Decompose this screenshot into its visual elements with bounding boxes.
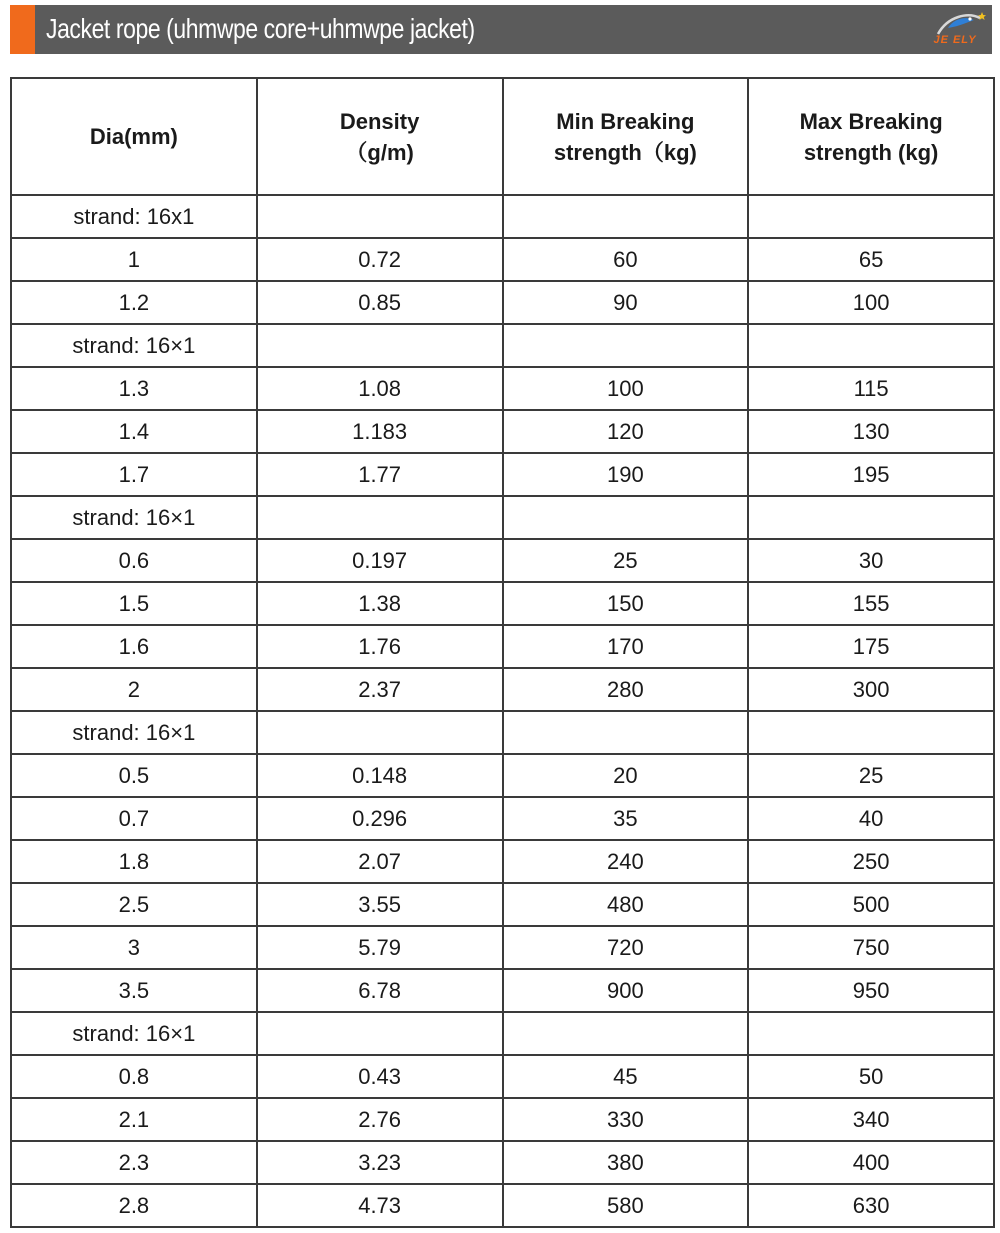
density-cell: 0.197 [257, 539, 503, 582]
min-breaking-strength-cell: 150 [503, 582, 749, 625]
empty-cell [748, 1012, 994, 1055]
table-row [11, 281, 994, 324]
table-row [11, 1141, 994, 1184]
max-breaking-strength-cell: 750 [748, 926, 994, 969]
table-row [11, 969, 994, 1012]
table-body [11, 195, 994, 1227]
diameter-cell: 2.8 [11, 1184, 257, 1227]
strand-label: strand: 16×1 [11, 324, 257, 367]
density-cell: 0.43 [257, 1055, 503, 1098]
max-breaking-strength-cell: 500 [748, 883, 994, 926]
min-breaking-strength-cell: 330 [503, 1098, 749, 1141]
max-breaking-strength-cell: 155 [748, 582, 994, 625]
table-row [11, 625, 994, 668]
diameter-cell: 0.7 [11, 797, 257, 840]
table-header-row [11, 78, 994, 195]
table-row [11, 926, 994, 969]
max-breaking-strength-cell: 630 [748, 1184, 994, 1227]
table-row [11, 883, 994, 926]
table-row [11, 754, 994, 797]
table-row [11, 367, 994, 410]
strand-label: strand: 16×1 [11, 1012, 257, 1055]
min-breaking-strength-cell: 90 [503, 281, 749, 324]
max-breaking-strength-cell: 65 [748, 238, 994, 281]
max-breaking-strength-cell: 30 [748, 539, 994, 582]
min-breaking-strength-cell: 240 [503, 840, 749, 883]
max-breaking-strength-cell: 400 [748, 1141, 994, 1184]
density-cell: 4.73 [257, 1184, 503, 1227]
min-breaking-strength-cell: 280 [503, 668, 749, 711]
empty-cell [257, 195, 503, 238]
diameter-cell: 1 [11, 238, 257, 281]
table-row [11, 539, 994, 582]
diameter-cell: 1.8 [11, 840, 257, 883]
max-breaking-strength-cell: 100 [748, 281, 994, 324]
empty-cell [257, 1012, 503, 1055]
empty-cell [503, 324, 749, 367]
brand-logo [924, 8, 986, 50]
density-cell: 5.79 [257, 926, 503, 969]
diameter-cell: 2.5 [11, 883, 257, 926]
density-cell: 0.296 [257, 797, 503, 840]
max-breaking-strength-cell: 195 [748, 453, 994, 496]
density-cell: 0.85 [257, 281, 503, 324]
column-header-density: Density （g/m) [257, 78, 503, 195]
max-breaking-strength-cell: 50 [748, 1055, 994, 1098]
max-breaking-strength-cell: 130 [748, 410, 994, 453]
density-cell: 2.07 [257, 840, 503, 883]
max-breaking-strength-cell: 175 [748, 625, 994, 668]
max-breaking-strength-cell: 115 [748, 367, 994, 410]
column-header-diameter: Dia(mm) [11, 78, 257, 195]
strand-label: strand: 16×1 [11, 711, 257, 754]
density-cell: 0.72 [257, 238, 503, 281]
min-breaking-strength-cell: 45 [503, 1055, 749, 1098]
min-breaking-strength-cell: 580 [503, 1184, 749, 1227]
spec-table-container [10, 77, 993, 1228]
empty-cell [257, 324, 503, 367]
diameter-cell: 1.6 [11, 625, 257, 668]
empty-cell [748, 324, 994, 367]
density-cell: 0.148 [257, 754, 503, 797]
banner-accent-bar [10, 5, 35, 54]
min-breaking-strength-cell: 720 [503, 926, 749, 969]
density-cell: 6.78 [257, 969, 503, 1012]
column-header-min-breaking-strength: Min Breaking strength（kg) [503, 78, 749, 195]
table-row [11, 238, 994, 281]
diameter-cell: 0.6 [11, 539, 257, 582]
diameter-cell: 2.3 [11, 1141, 257, 1184]
table-row [11, 1184, 994, 1227]
min-breaking-strength-cell: 190 [503, 453, 749, 496]
min-breaking-strength-cell: 35 [503, 797, 749, 840]
max-breaking-strength-cell: 250 [748, 840, 994, 883]
table-row [11, 797, 994, 840]
max-breaking-strength-cell: 40 [748, 797, 994, 840]
table-row [11, 410, 994, 453]
max-breaking-strength-cell: 950 [748, 969, 994, 1012]
density-cell: 3.23 [257, 1141, 503, 1184]
density-cell: 3.55 [257, 883, 503, 926]
diameter-cell: 1.2 [11, 281, 257, 324]
table-row [11, 1098, 994, 1141]
min-breaking-strength-cell: 20 [503, 754, 749, 797]
density-cell: 1.77 [257, 453, 503, 496]
min-breaking-strength-cell: 100 [503, 367, 749, 410]
density-cell: 1.08 [257, 367, 503, 410]
density-cell: 2.76 [257, 1098, 503, 1141]
diameter-cell: 1.3 [11, 367, 257, 410]
table-row [11, 582, 994, 625]
diameter-cell: 1.5 [11, 582, 257, 625]
density-cell: 1.76 [257, 625, 503, 668]
logo-text: JE ELY [933, 34, 977, 46]
min-breaking-strength-cell: 170 [503, 625, 749, 668]
max-breaking-strength-cell: 300 [748, 668, 994, 711]
diameter-cell: 2.1 [11, 1098, 257, 1141]
empty-cell [748, 711, 994, 754]
diameter-cell: 0.8 [11, 1055, 257, 1098]
table-row [11, 453, 994, 496]
title-banner [10, 5, 992, 54]
spec-table [10, 77, 995, 1228]
diameter-cell: 2 [11, 668, 257, 711]
empty-cell [748, 496, 994, 539]
strand-group-row [11, 195, 994, 238]
density-cell: 1.38 [257, 582, 503, 625]
table-row [11, 668, 994, 711]
min-breaking-strength-cell: 60 [503, 238, 749, 281]
diameter-cell: 3 [11, 926, 257, 969]
max-breaking-strength-cell: 340 [748, 1098, 994, 1141]
empty-cell [503, 496, 749, 539]
min-breaking-strength-cell: 380 [503, 1141, 749, 1184]
empty-cell [503, 195, 749, 238]
strand-group-row [11, 324, 994, 367]
diameter-cell: 1.7 [11, 453, 257, 496]
density-cell: 1.183 [257, 410, 503, 453]
empty-cell [748, 195, 994, 238]
empty-cell [503, 711, 749, 754]
max-breaking-strength-cell: 25 [748, 754, 994, 797]
empty-cell [257, 496, 503, 539]
strand-label: strand: 16x1 [11, 195, 257, 238]
diameter-cell: 3.5 [11, 969, 257, 1012]
page-title: Jacket rope (uhmwpe core+uhmwpe jacket) [46, 13, 475, 44]
density-cell: 2.37 [257, 668, 503, 711]
min-breaking-strength-cell: 480 [503, 883, 749, 926]
strand-group-row [11, 496, 994, 539]
column-header-max-breaking-strength: Max Breaking strength (kg) [748, 78, 994, 195]
empty-cell [503, 1012, 749, 1055]
empty-cell [257, 711, 503, 754]
strand-group-row [11, 711, 994, 754]
strand-label: strand: 16×1 [11, 496, 257, 539]
table-row [11, 840, 994, 883]
table-row [11, 1055, 994, 1098]
min-breaking-strength-cell: 25 [503, 539, 749, 582]
strand-group-row [11, 1012, 994, 1055]
diameter-cell: 1.4 [11, 410, 257, 453]
min-breaking-strength-cell: 900 [503, 969, 749, 1012]
min-breaking-strength-cell: 120 [503, 410, 749, 453]
diameter-cell: 0.5 [11, 754, 257, 797]
